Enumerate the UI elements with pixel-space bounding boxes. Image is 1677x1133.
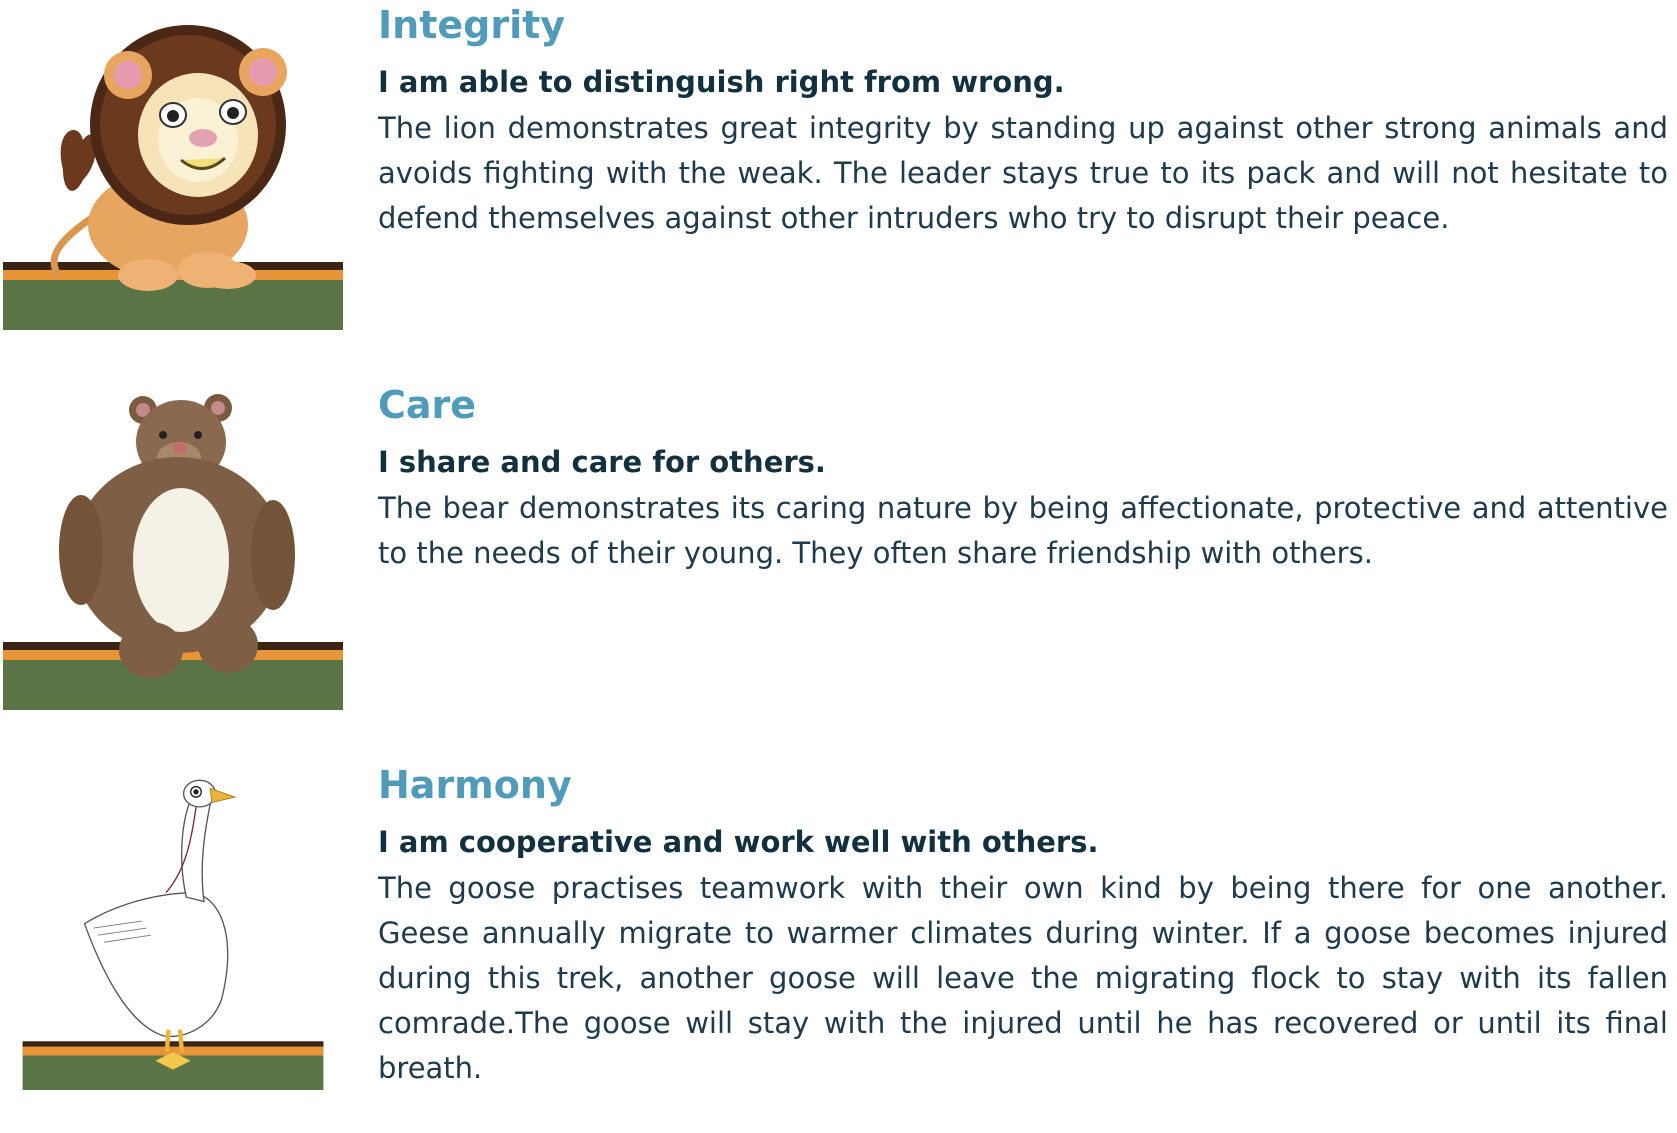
value-title: Care [378,383,477,427]
lion-illustration [3,0,343,330]
bear-illustration [3,380,343,710]
value-description: The bear demonstrates its caring nature by being affectionate, protective and attentive to the needs of their young. They often share friendship with others. [378,491,1668,570]
value-harmony [0,760,1677,1090]
value-integrity [0,0,1677,330]
value-description: The lion demonstrates great integrity by standing up against other strong animals and avoids fighting with the weak. The leader stays true to its pack and will not hesitate to defend themselves against other intruders who try to disrupt their peace. [378,111,1668,235]
goose-illustration [3,760,343,1090]
value-description: The goose practises teamwork with their own kind by being there for one another. Geese annually migrate to warmer climates during winter. If a goose becomes injured during this trek, another goose will leave the migrating flock to stay with its fallen comrade.The goose will stay with the injured until he has recovered or until its final breath. [378,871,1668,1085]
value-care [0,380,1677,710]
value-title: Integrity [378,3,566,47]
value-title: Harmony [378,763,572,807]
value-statement: I am able to distinguish right from wrong. [378,65,1065,99]
value-statement: I share and care for others. [378,445,826,479]
value-statement: I am cooperative and work well with others. [378,825,1099,859]
